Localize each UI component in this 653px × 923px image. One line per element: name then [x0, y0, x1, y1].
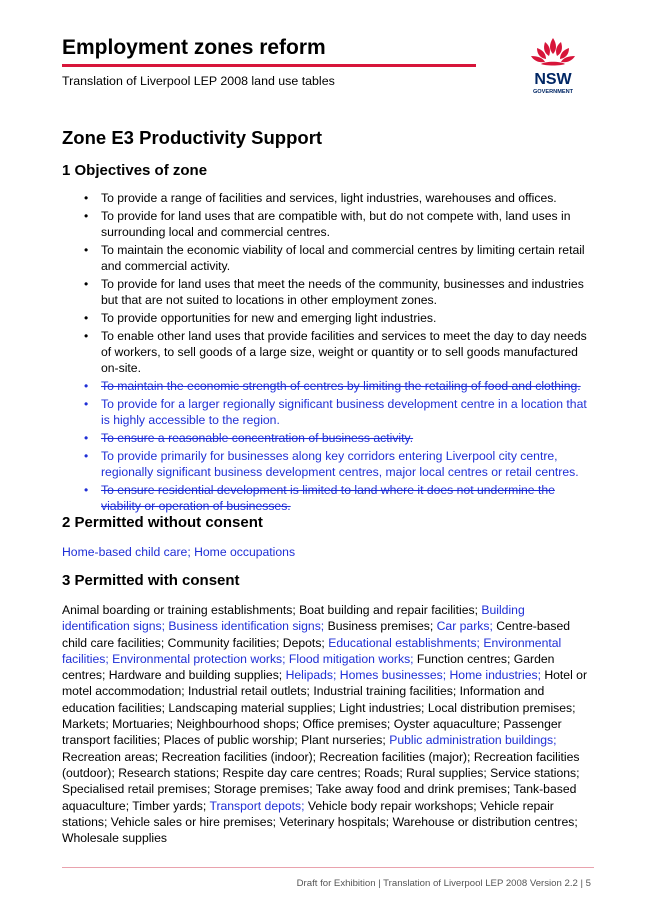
land-use-segment-added: Building identification signs; Business identification signs; [62, 603, 525, 634]
title-rule [62, 64, 476, 67]
permitted-without-consent-text: Home-based child care; Home occupations [62, 545, 296, 559]
logo-nsw-text: NSW [534, 71, 572, 88]
objective-item-added: • To provide for a larger regionally significant business development centre in a location that is highly accessible to the region. [62, 396, 594, 428]
permitted-with-consent-heading: 3 Permitted with consent [62, 572, 240, 589]
land-use-segment: Function centres; Garden centres; Hardware and building supplies; [62, 651, 555, 683]
land-use-segment: Recreation areas; Recreation facilities (indoor); Recreation facilities (major); Recreation facilities (outdoor); Research stations; Respite day care centres; Roads; Rural supplies; Service stations; Specialised retail premises; Storage premises; Take away food and drink premises; Tank-based aquaculture; Timber yards; [62, 749, 580, 813]
land-use-segment: Centre-based child care facilities; Community facilities; Depots; [62, 619, 571, 650]
objective-item: • To provide for land uses that meet the needs of the community, businesses and industries but that are not suited to locations in other employment zones. [62, 276, 594, 308]
waratah-icon [531, 38, 575, 66]
permitted-with-consent-text [62, 602, 594, 846]
page-footer: Draft for Exhibition | Translation of Liverpool LEP 2008 Version 2.2 | 5 [296, 878, 591, 889]
land-use-segment: Business premises; [324, 619, 437, 634]
land-use-segment: Vehicle body repair workshops; Vehicle repair stations; Vehicle sales or hire premises; Veterinary hospitals; Warehouse or distribution centres; Wholesale supplies [62, 798, 578, 846]
land-use-segment-added: Transport depots; [209, 798, 305, 813]
nsw-government-logo [523, 34, 583, 98]
objectives-list [62, 190, 594, 516]
page-title: Employment zones reform [62, 36, 326, 59]
land-use-segment: Hotel or motel accommodation; Industrial retail outlets; Industrial training facilities; Information and education facilities; Landscaping material supplies; Light industries; Local distribution premises; Markets; Mortuaries; Neighbourhood shops; Office premises; Oyster aquaculture; Passenger transport facilities; Places of public worship; Plant nurseries; [62, 668, 588, 748]
page-subtitle: Translation of Liverpool LEP 2008 land use tables [62, 74, 335, 88]
objective-item-deleted: • To maintain the economic strength of centres by limiting the retailing of food and clothing. [62, 378, 594, 394]
objectives-heading: 1 Objectives of zone [62, 162, 208, 179]
objective-item: • To maintain the economic viability of local and commercial centres by limiting certain retail and commercial activity. [62, 242, 594, 274]
objective-item: • To enable other land uses that provide facilities and services to meet the day to day needs of workers, to sell goods of a large size, weight or quantity or to sell goods manufactured on-site. [62, 328, 594, 376]
logo-government-text: GOVERNMENT [532, 89, 574, 95]
footer-rule [62, 867, 594, 868]
zone-heading: Zone E3 Productivity Support [62, 127, 323, 148]
objective-item-deleted: • To ensure a reasonable concentration of business activity. [62, 430, 594, 446]
permitted-without-consent-heading: 2 Permitted without consent [62, 514, 263, 531]
objective-item: • To provide opportunities for new and emerging light industries. [62, 310, 594, 326]
objective-item: • To provide a range of facilities and services, light industries, warehouses and offices. [62, 190, 594, 206]
objective-item-added: • To provide primarily for businesses along key corridors entering Liverpool city centre, regionally significant business development centres, major local centres or retail centres. [62, 448, 594, 480]
land-use-segment-added: Helipads; Homes businesses; Home industries; [285, 668, 541, 683]
land-use-segment-added: Public administration buildings; [389, 733, 557, 748]
objective-item-deleted: • To ensure residential development is limited to land where it does not undermine the viability or operation of businesses. [62, 482, 594, 514]
land-use-segment-added: Car parks; [436, 619, 493, 634]
land-use-segment-added: Educational establishments; Environmental facilities; Environmental protection works; Flood mitigation works; [62, 635, 562, 666]
objective-item: • To provide for land uses that are compatible with, but do not compete with, land uses in surrounding local and commercial centres. [62, 208, 594, 240]
land-use-segment: Animal boarding or training establishments; Boat building and repair facilities; [62, 603, 482, 617]
